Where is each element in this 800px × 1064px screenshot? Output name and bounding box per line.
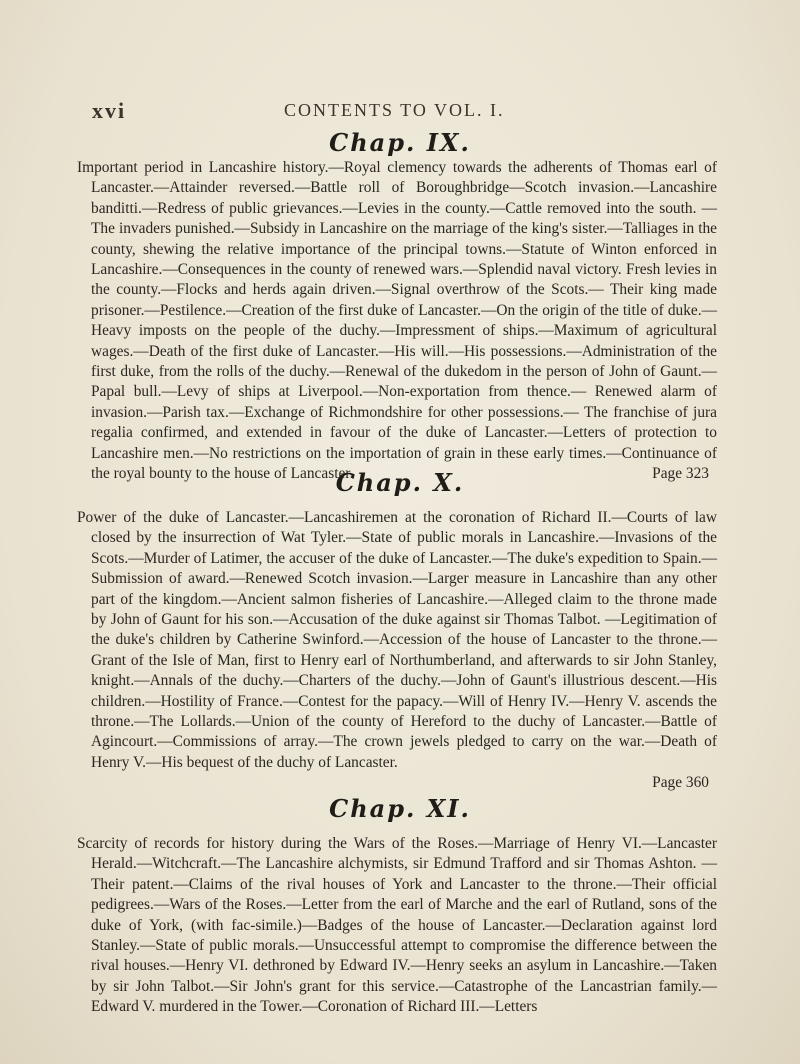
chapter-summary-x — [77, 508, 717, 794]
chapter-heading-x: Chap. X. — [335, 468, 465, 497]
page-reference-x: Page 360 — [652, 774, 709, 792]
running-head — [92, 98, 712, 122]
chapter-summary-ix — [77, 158, 717, 485]
chapter-text-x: Power of the duke of Lancaster.—Lancashiremen at the coronation of Richard II.—Courts of law closed by the insurrection of Wat Tyler.—State of public morals in Lancashire.—Invasions of the Scots.—Murder of Latimer, the accuser of the duke of Lancaster.—The duke's expedition to Spain.—Submission of award.—Renewed Scotch invasion.—Larger measure in Lancashire than any other part of the kingdom.—Ancient salmon fisheries of Lancashire.—Alleged claim to the throne made by John of Gaunt for his son.—Accusation of the duke against sir Thomas Talbot. —Legitimation of the duke's children by Catherine Swinford.—Accession of the house of Lancaster to the throne.—Grant of the Isle of Man, first to Henry earl of Northumberland, and afterwards to sir John Stanley, knight.—Annals of the duchy.—Charters of the duchy.—John of Gaunt's illustrious descent.—His children.—Hostility of France.—Contest for the papacy.—Will of Henry IV.—Henry V. ascends the throne.—The Lollards.—Union of the county of Hereford to the duchy of Lancaster.—Battle of Agincourt.—Commissions of array.—The crown jewels pledged to carry on the war.—Death of Henry V.—His bequest of the duchy of Lancaster. — [77, 509, 717, 771]
chapter-summary-xi — [77, 834, 717, 1018]
page-folio: xvi — [92, 98, 127, 123]
chapter-heading-ix: Chap. IX. — [329, 128, 471, 157]
chapter-text-xi: Scarcity of records for history during the Wars of the Roses.—Marriage of Henry VI.—Lancaster Herald.—Witchcraft.—The Lancashire alchymists, sir Edmund Trafford and sir Thomas Ashton. —Their patent.—Claims of the rival houses of York and Lancaster to the throne.—Their official pedigrees.—Wars of the Roses.—Letter from the earl of Marche and the earl of Rutland, sons of the duke of York, (with fac-simile.)—Badges of the house of Lancaster.—Declaration against lord Stanley.—State of public morals.—Unsuccessful attempt to compromise the difference between the rival houses.—Henry VI. dethroned by Edward IV.—Henry seeks an asylum in Lancashire.—Taken by sir John Talbot.—Sir John's grant for this service.—Catastrophe of the Lancastrian family.—Edward V. murdered in the Tower.—Coronation of Richard III.—Letters — [77, 835, 717, 1016]
chapter-heading-xi: Chap. XI. — [329, 794, 471, 823]
chapter-text-ix: Important period in Lancashire history.—Royal clemency towards the adherents of Thomas earl of Lancaster.—Attainder reversed.—Battle roll of Boroughbridge—Scotch invasion.—Lancashire banditti.—Redress of public grievances.—Levies in the county.—Cattle removed into the south. —The invaders punished.—Subsidy in Lancashire on the marriage of the king's sister.—Talliages in the county, shewing the relative importance of the principal towns.—Statute of Winton enforced in Lancashire.—Consequences in the county of renewed wars.—Splendid naval victory. Fresh levies in the county.—Flocks and herds again driven.—Signal overthrow of the Scots.— Their king made prisoner.—Pestilence.—Creation of the first duke of Lancaster.—On the origin of the title of duke.—Heavy imposts on the people of the duchy.—Impressment of ships.—Maximum of agricultural wages.—Death of the first duke of Lancaster.—His will.—His possessions.—Administration of the first duke, from the rolls of the duchy.—Renewal of the dukedom in the person of John of Gaunt.—Papal bull.—Levy of ships at Liverpool.—Non-exportation from thence.— Renewed alarm of invasion.—Parish tax.—Exchange of Richmondshire for other possessions.— The franchise of jura regalia confirmed, and extended in favour of the duke of Lancaster.—Letters of protection to Lancashire men.—No restrictions on the importation of grain in these early times.—Continuance of the royal bounty to the house of Lancaster. — [77, 159, 717, 483]
running-title: CONTENTS TO VOL. I. — [284, 100, 505, 120]
page-reference-ix: Page 323 — [652, 465, 709, 483]
